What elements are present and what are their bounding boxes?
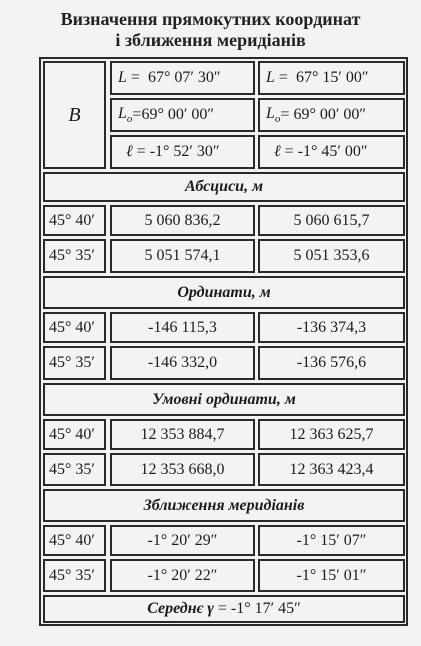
ordinate-row1-sheet2: -136 374,3 <box>258 312 405 343</box>
average-convergence-label: Середнє γ <box>147 600 214 617</box>
ordinate-row2-sheet1: -146 332,0 <box>110 346 255 380</box>
convergence-row1-sheet2: -1° 15′ 07″ <box>258 525 405 556</box>
sheet1-axial-meridian: $L_o$ = 69° 00′ 00″ <box>110 98 255 132</box>
abscissa-row1-sheet2: 5 060 615,7 <box>258 205 405 236</box>
section-title-meridian-convergence: Зближення меридіанів <box>43 489 405 522</box>
sheet2-longitude-value: 67° 15′ 00″ <box>295 69 369 86</box>
conditional-ordinate-row2-latitude: 45° 35′ <box>43 453 106 486</box>
conditional-ordinate-row2-sheet1: 12 353 668,0 <box>110 453 255 486</box>
abscissa-row1-latitude: 45° 40′ <box>43 205 106 236</box>
sheet1-longitude: L = 67° 07′ 30″ <box>110 61 255 95</box>
document-title-line-2: і зближення меридіанів <box>115 30 306 50</box>
convergence-row2-sheet1: -1° 20′ 22″ <box>110 559 255 592</box>
sheet1-longitude-value: 67° 07′ 30″ <box>147 69 221 86</box>
convergence-row2-sheet2: -1° 15′ 01″ <box>258 559 405 592</box>
convergence-row2-latitude: 45° 35′ <box>43 559 106 592</box>
abscissa-row2-sheet1: 5 051 574,1 <box>110 239 255 273</box>
ordinate-row2-sheet2: -136 576,6 <box>258 346 405 380</box>
sheet1-axial-meridian-value: 69° 00′ 00″ <box>141 106 214 123</box>
abscissa-row2-latitude: 45° 35′ <box>43 239 106 273</box>
conditional-ordinate-row1-sheet2: 12 363 625,7 <box>258 419 405 450</box>
average-convergence-value: = -1° 17′ 45″ <box>217 600 301 617</box>
section-title-conditional-ordinates: Умовні ординати, м <box>43 383 405 416</box>
document-title-line-1: Визначення прямокутних координат <box>60 9 361 29</box>
section-title-abscissas: Абсциси, м <box>43 172 405 202</box>
latitude-header: B <box>43 61 106 169</box>
conditional-ordinate-row2-sheet2: 12 363 423,4 <box>258 453 405 486</box>
sheet1-longitude-difference-value: -1° 52′ 30″ <box>149 143 220 160</box>
sheet2-longitude: L = 67° 15′ 00″ <box>258 61 405 95</box>
convergence-row1-latitude: 45° 40′ <box>43 525 106 556</box>
sheet2-axial-meridian-value: 69° 00′ 00″ <box>293 106 366 123</box>
sheet2-longitude-difference: ℓ = -1° 45′ 00″ <box>258 135 405 169</box>
conditional-ordinate-row1-latitude: 45° 40′ <box>43 419 106 450</box>
average-convergence <box>43 595 405 623</box>
sheet2-longitude-difference-value: -1° 45′ 00″ <box>297 143 368 160</box>
section-title-ordinates: Ординати, м <box>43 276 405 309</box>
abscissa-row1-sheet1: 5 060 836,2 <box>110 205 255 236</box>
sheet1-longitude-difference: ℓ = -1° 52′ 30″ <box>110 135 255 169</box>
ordinate-row2-latitude: 45° 35′ <box>43 346 106 380</box>
ordinate-row1-latitude: 45° 40′ <box>43 312 106 343</box>
ordinate-row1-sheet1: -146 115,3 <box>110 312 255 343</box>
sheet2-axial-meridian: $L_o$ = 69° 00′ 00″ <box>258 98 405 132</box>
convergence-row1-sheet1: -1° 20′ 29″ <box>110 525 255 556</box>
conditional-ordinate-row1-sheet1: 12 353 884,7 <box>110 419 255 450</box>
abscissa-row2-sheet2: 5 051 353,6 <box>258 239 405 273</box>
